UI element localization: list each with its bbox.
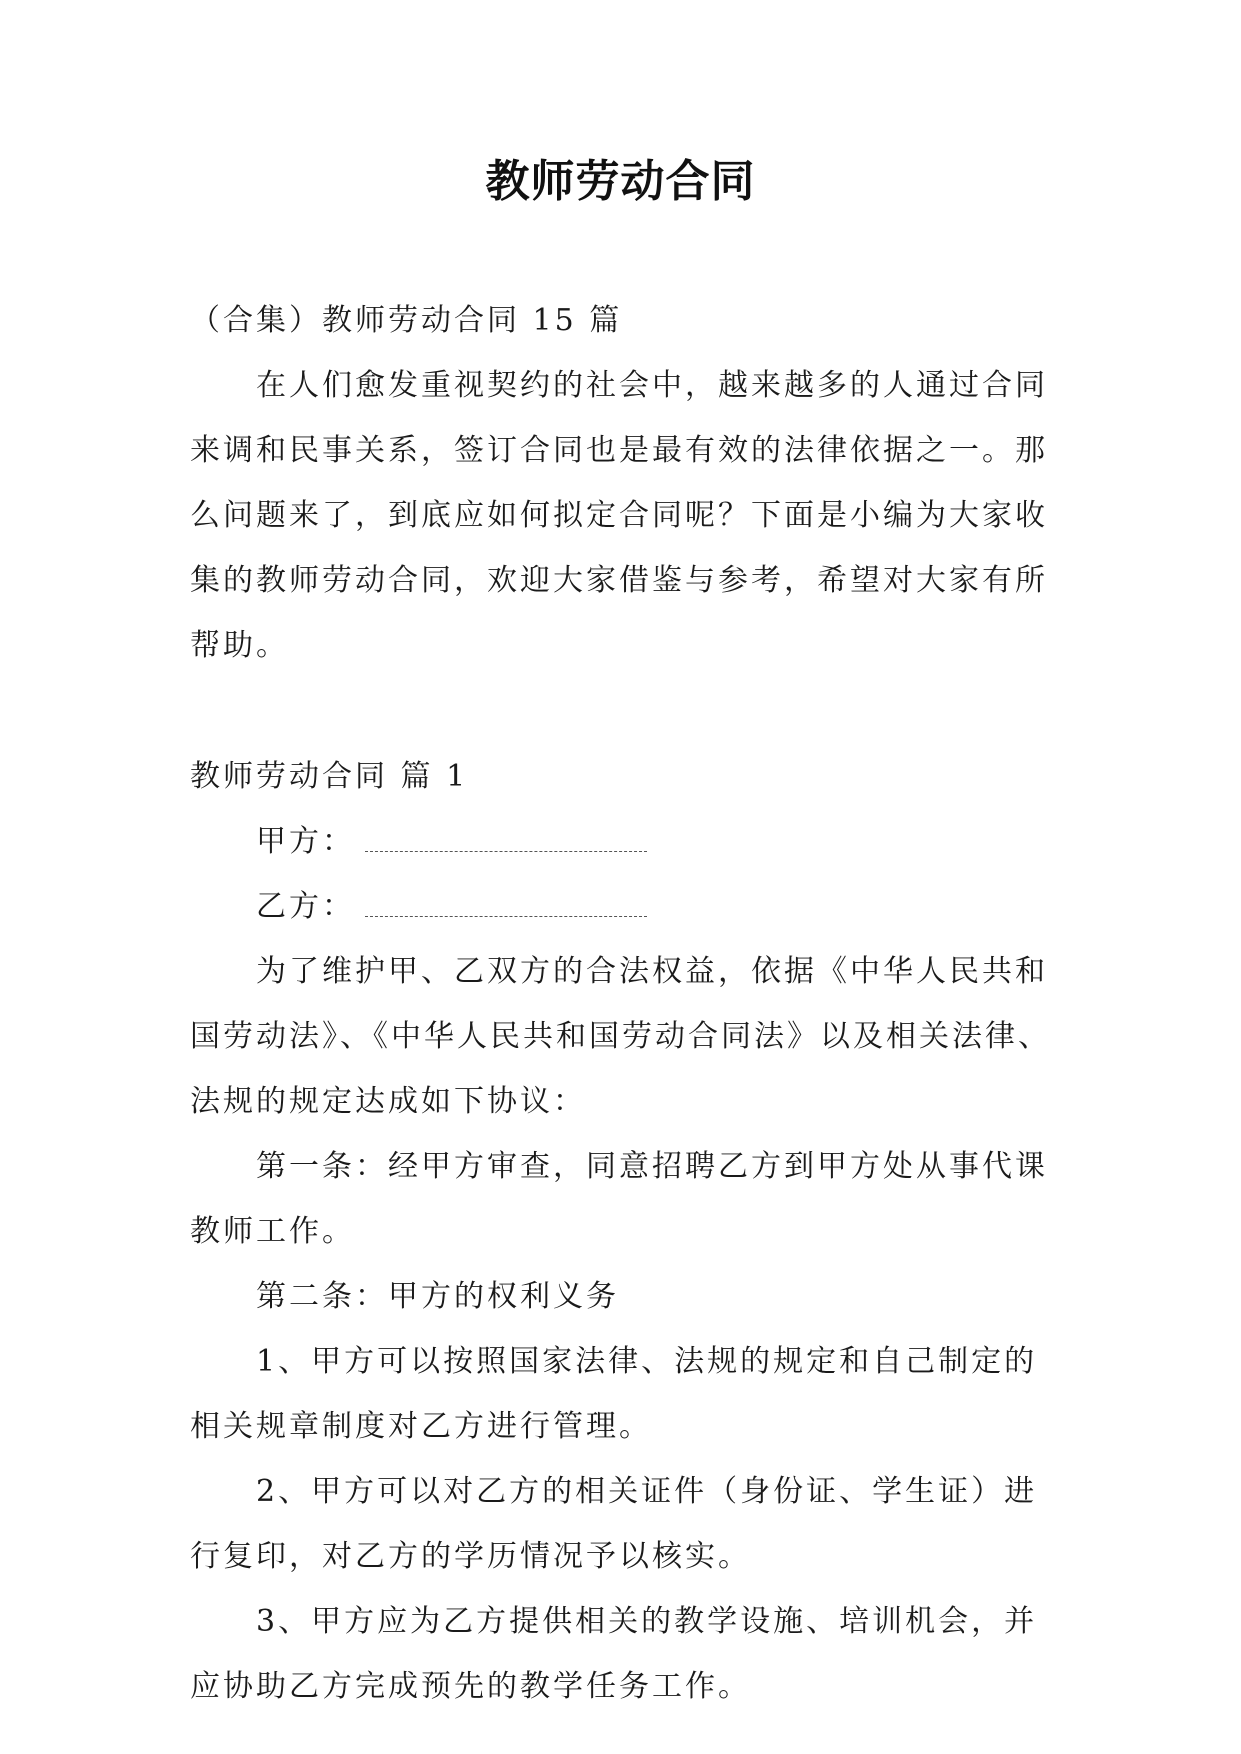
party-b-blank (365, 916, 647, 917)
party-b-line (190, 874, 1060, 939)
collection-subtitle: （合集）教师劳动合同 15 篇 (190, 303, 623, 338)
section-heading: 教师劳动合同 篇 1 (190, 759, 469, 794)
article-2-heading: 第二条：甲方的权利义务 (256, 1279, 619, 1314)
document-title: 教师劳动合同 (485, 156, 756, 207)
clause-paragraph: 1、甲方可以按照国家法律、法规的规定和自己制定的相关规章制度对乙方进行管理。 (190, 1344, 1038, 1444)
party-a-blank (365, 851, 647, 852)
clause-paragraph: 2、甲方可以对乙方的相关证件（身份证、学生证）进行复印，对乙方的学历情况予以核实。 (190, 1474, 1038, 1574)
intro-paragraph: 在人们愈发重视契约的社会中，越来越多的人通过合同来调和民事关系，签订合同也是最有效的法律依据之一。那么问题来了，到底应如何拟定合同呢？下面是小编为大家收集的教师劳动合同，欢迎大家借鉴与参考，希望对大家有所帮助。 (190, 368, 1048, 663)
party-b-label: 乙方： (256, 889, 355, 924)
clause-paragraph: 3、甲方应为乙方提供相关的教学设施、培训机会，并应协助乙方完成预先的教学任务工作。 (190, 1604, 1038, 1704)
party-a-label: 甲方： (256, 824, 355, 859)
preamble-paragraph: 为了维护甲、乙双方的合法权益，依据《中华人民共和国劳动法》、《中华人民共和国劳动合同法》以及相关法律、法规的规定达成如下协议： (190, 954, 1051, 1119)
article-1-paragraph: 第一条：经甲方审查，同意招聘乙方到甲方处从事代课教师工作。 (190, 1149, 1048, 1249)
party-a-line (190, 809, 1060, 874)
document-body (190, 288, 1060, 1719)
